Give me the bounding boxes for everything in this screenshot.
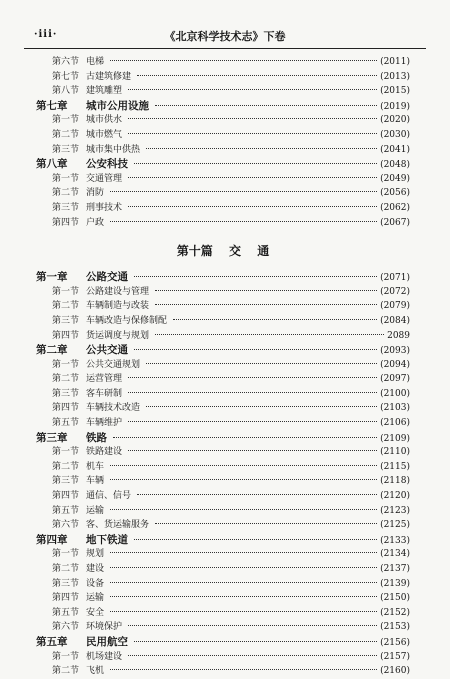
dot-leader bbox=[128, 450, 377, 451]
toc-entry-page: (2041) bbox=[380, 144, 410, 155]
toc-chapter-row bbox=[36, 635, 410, 650]
page-number: ·iii· bbox=[34, 29, 58, 40]
toc-chapter-row bbox=[36, 270, 410, 285]
toc-entry-title: 车辆 bbox=[86, 476, 105, 487]
toc-entry-label: 第三节 bbox=[52, 388, 80, 399]
dot-leader bbox=[128, 89, 377, 90]
toc-entry-label: 第二节 bbox=[52, 461, 80, 472]
toc-entry-label: 第四节 bbox=[52, 491, 80, 502]
toc-entry-page: (2030) bbox=[380, 129, 410, 140]
dot-leader bbox=[146, 148, 377, 149]
dot-leader bbox=[134, 641, 377, 642]
toc-section-row bbox=[36, 577, 410, 592]
toc-entry-page: 2089 bbox=[387, 330, 410, 341]
dot-leader bbox=[134, 163, 377, 164]
toc-section-row bbox=[36, 401, 410, 416]
toc-chapter-row bbox=[36, 343, 410, 358]
toc-entry-title: 城市公用设施 bbox=[86, 99, 149, 112]
toc-section-row bbox=[36, 620, 410, 635]
toc-entry-title: 地下铁道 bbox=[86, 533, 128, 546]
toc-chapter-row bbox=[36, 431, 410, 446]
dot-leader bbox=[110, 552, 377, 553]
book-title: 《北京科学技术志》下卷 bbox=[164, 30, 286, 43]
toc-entry-page: (2152) bbox=[380, 607, 410, 618]
toc-entry-page: (2106) bbox=[380, 418, 410, 429]
toc-entry-title: 客车研制 bbox=[86, 388, 123, 399]
dot-leader bbox=[113, 437, 377, 438]
dot-leader bbox=[110, 669, 377, 670]
part-title-char-2: 通 bbox=[257, 244, 270, 259]
toc-entry-page: (2084) bbox=[380, 315, 410, 326]
toc-entry-title: 铁路建设 bbox=[86, 447, 123, 458]
toc-entry-label: 第六节 bbox=[52, 622, 80, 633]
toc-entry-label: 第二章 bbox=[36, 344, 68, 357]
toc-chapter-row bbox=[36, 533, 410, 548]
toc-entry-page: (2134) bbox=[380, 549, 410, 560]
dot-leader bbox=[128, 421, 377, 422]
toc-section-row bbox=[36, 299, 410, 314]
toc-entry-title: 建设 bbox=[86, 564, 105, 574]
dot-leader bbox=[110, 509, 377, 510]
toc-entry-page: (2110) bbox=[380, 447, 410, 458]
toc-entry-label: 第五节 bbox=[52, 418, 80, 429]
dot-leader bbox=[110, 465, 377, 466]
dot-leader bbox=[110, 611, 377, 612]
toc-entry-title: 户政 bbox=[86, 217, 105, 228]
toc-entry-label: 第一章 bbox=[36, 271, 68, 284]
toc-entry-label: 第三节 bbox=[52, 315, 80, 326]
toc-entry-page: (2013) bbox=[380, 71, 410, 82]
toc-entry-title: 电梯 bbox=[86, 57, 105, 67]
toc-entry-label: 第五节 bbox=[52, 607, 80, 618]
toc-entry-label: 第七章 bbox=[36, 99, 68, 112]
toc-entry-label: 第一节 bbox=[52, 359, 80, 370]
dot-leader bbox=[134, 349, 377, 350]
toc-section-row bbox=[36, 445, 410, 460]
toc-entry-title: 客、货运输服务 bbox=[86, 520, 150, 531]
toc-entry-page: (2123) bbox=[380, 505, 410, 516]
toc-entry-page: (2072) bbox=[380, 286, 410, 297]
toc-entry-title: 规划 bbox=[86, 549, 105, 560]
toc-entry-title: 消防 bbox=[86, 188, 105, 199]
toc-section-row bbox=[36, 591, 410, 606]
toc-entry-label: 第四节 bbox=[52, 593, 80, 604]
toc-entry-label: 第二节 bbox=[52, 129, 80, 140]
toc-entry-label: 第五章 bbox=[36, 635, 68, 648]
dot-leader bbox=[110, 582, 377, 583]
toc-section-row bbox=[36, 372, 410, 387]
toc-section-row bbox=[36, 547, 410, 562]
toc-entry-page: (2118) bbox=[380, 476, 410, 487]
toc-section-row bbox=[36, 172, 410, 187]
toc-section-row bbox=[36, 664, 410, 679]
dot-leader bbox=[155, 334, 384, 335]
page-header bbox=[24, 28, 426, 44]
toc-section-row bbox=[36, 314, 410, 329]
dot-leader bbox=[137, 75, 377, 76]
dot-leader bbox=[134, 276, 377, 277]
dot-leader bbox=[128, 118, 377, 119]
dot-leader bbox=[110, 191, 377, 192]
toc-entry-page: (2067) bbox=[380, 217, 410, 228]
toc-entry-title: 环境保护 bbox=[86, 622, 123, 633]
dot-leader bbox=[110, 221, 377, 222]
toc-entry-label: 第四节 bbox=[52, 217, 80, 228]
toc-section-row bbox=[36, 387, 410, 402]
toc-entry-label: 第八节 bbox=[52, 86, 80, 97]
toc-section-row bbox=[36, 329, 410, 344]
toc-entry-label: 第二节 bbox=[52, 666, 80, 677]
toc-entry-title: 运输 bbox=[86, 505, 105, 516]
dot-leader bbox=[155, 523, 377, 524]
toc-entry-title: 城市燃气 bbox=[86, 129, 123, 140]
dot-leader bbox=[110, 596, 377, 597]
dot-leader bbox=[128, 377, 377, 378]
dot-leader bbox=[128, 392, 377, 393]
toc-entry-label: 第一节 bbox=[52, 651, 80, 662]
toc-section-row bbox=[36, 84, 410, 99]
part-label: 第十篇 bbox=[176, 244, 213, 259]
toc-entry-title: 车辆制造与改装 bbox=[86, 301, 150, 312]
toc-entry-title: 公安科技 bbox=[86, 158, 128, 171]
toc-entry-title: 铁路 bbox=[86, 431, 107, 444]
toc-entry-title: 车辆改造与保修制配 bbox=[86, 315, 168, 326]
toc-entry-label: 第三节 bbox=[52, 476, 80, 487]
toc-entry-label: 第八章 bbox=[36, 158, 68, 171]
toc-section-row bbox=[36, 55, 410, 70]
toc-section-row bbox=[36, 489, 410, 504]
toc-entry-page: (2011) bbox=[380, 57, 410, 67]
toc-entry-page: (2079) bbox=[380, 301, 410, 312]
toc-chapter-row bbox=[36, 99, 410, 114]
toc-entry-label: 第四节 bbox=[52, 330, 80, 341]
dot-leader bbox=[128, 177, 377, 178]
toc-entry-page: (2160) bbox=[380, 666, 410, 677]
dot-leader bbox=[146, 363, 377, 364]
toc-entry-page: (2103) bbox=[380, 403, 410, 414]
toc-section-row bbox=[36, 474, 410, 489]
toc-entry-title: 公共交通规划 bbox=[86, 359, 141, 370]
toc-entry-title: 民用航空 bbox=[86, 635, 128, 648]
toc-entry-label: 第二节 bbox=[52, 564, 80, 574]
toc-entry-page: (2125) bbox=[380, 520, 410, 531]
toc-entry-page: (2133) bbox=[380, 535, 410, 546]
toc-section-row bbox=[36, 113, 410, 128]
dot-leader bbox=[137, 494, 377, 495]
toc-entry-label: 第三章 bbox=[36, 431, 68, 444]
toc-entry-title: 运输 bbox=[86, 593, 105, 604]
toc-entry-title: 通信、信号 bbox=[86, 491, 132, 502]
toc-entry-title: 城市集中供热 bbox=[86, 144, 141, 155]
toc-entry-page: (2137) bbox=[380, 564, 410, 574]
toc-entry-title: 公路建设与管理 bbox=[86, 286, 150, 297]
toc-entry-page: (2115) bbox=[380, 461, 410, 472]
dot-leader bbox=[155, 290, 377, 291]
toc-entry-title: 城市供水 bbox=[86, 115, 123, 126]
toc-entry-label: 第三节 bbox=[52, 144, 80, 155]
toc-section-row bbox=[36, 562, 410, 577]
dot-leader bbox=[128, 133, 377, 134]
toc-section-row bbox=[36, 128, 410, 143]
dot-leader bbox=[110, 567, 377, 568]
toc-entry-page: (2097) bbox=[380, 374, 410, 385]
toc-section-row bbox=[36, 518, 410, 533]
toc-section-row bbox=[36, 504, 410, 519]
toc-entry-page: (2120) bbox=[380, 491, 410, 502]
toc-entry-title: 古建筑修建 bbox=[86, 71, 132, 82]
dot-leader bbox=[128, 206, 377, 207]
toc-entry-page: (2156) bbox=[380, 637, 410, 648]
toc-entry-label: 第一节 bbox=[52, 447, 80, 458]
toc-entry-label: 第一节 bbox=[52, 286, 80, 297]
toc-entry-title: 公共交通 bbox=[86, 344, 128, 357]
toc-entry-page: (2157) bbox=[380, 651, 410, 662]
toc-entry-page: (2019) bbox=[380, 101, 410, 112]
toc-section-row bbox=[36, 460, 410, 475]
toc-entry-title: 车辆维护 bbox=[86, 418, 123, 429]
toc-entry-title: 运营管理 bbox=[86, 374, 123, 385]
toc-section-row bbox=[36, 358, 410, 373]
dot-leader bbox=[155, 304, 377, 305]
toc-section-row bbox=[36, 216, 410, 231]
toc-entry-page: (2109) bbox=[380, 433, 410, 444]
toc-entry-title: 车辆技术改造 bbox=[86, 403, 141, 414]
toc-group-continued bbox=[36, 55, 410, 230]
toc-entry-label: 第四章 bbox=[36, 533, 68, 546]
part-heading bbox=[36, 238, 410, 264]
dot-leader bbox=[146, 406, 377, 407]
toc-entry-label: 第二节 bbox=[52, 374, 80, 385]
toc-section-row bbox=[36, 416, 410, 431]
toc-entry-title: 机车 bbox=[86, 461, 105, 472]
dot-leader bbox=[155, 105, 377, 106]
toc-entry-label: 第二节 bbox=[52, 301, 80, 312]
toc-entry-title: 设备 bbox=[86, 578, 105, 589]
toc-entry-title: 货运调度与规划 bbox=[86, 330, 150, 341]
dot-leader bbox=[128, 625, 377, 626]
toc-entry-page: (2056) bbox=[380, 188, 410, 199]
toc-entry-title: 交通管理 bbox=[86, 173, 123, 184]
toc-entry-title: 安全 bbox=[86, 607, 105, 618]
toc-chapter-row bbox=[36, 157, 410, 172]
toc-entry-label: 第四节 bbox=[52, 403, 80, 414]
toc-section-row bbox=[36, 70, 410, 85]
toc-entry-label: 第一节 bbox=[52, 173, 80, 184]
toc-section-row bbox=[36, 186, 410, 201]
toc-entry-page: (2049) bbox=[380, 173, 410, 184]
dot-leader bbox=[110, 479, 377, 480]
dot-leader bbox=[173, 319, 377, 320]
toc-entry-label: 第三节 bbox=[52, 202, 80, 213]
toc-section-row bbox=[36, 285, 410, 300]
toc-entry-page: (2062) bbox=[380, 202, 410, 213]
toc-section-row bbox=[36, 143, 410, 158]
toc-entry-title: 飞机 bbox=[86, 666, 105, 677]
toc-entry-page: (2094) bbox=[380, 359, 410, 370]
table-of-contents bbox=[36, 55, 410, 679]
toc-entry-page: (2139) bbox=[380, 578, 410, 589]
toc-entry-label: 第六节 bbox=[52, 520, 80, 531]
toc-entry-label: 第三节 bbox=[52, 578, 80, 589]
toc-entry-page: (2020) bbox=[380, 115, 410, 126]
toc-entry-page: (2071) bbox=[380, 273, 410, 284]
toc-entry-page: (2093) bbox=[380, 346, 410, 357]
toc-entry-title: 建筑雕塑 bbox=[86, 86, 123, 97]
toc-entry-page: (2150) bbox=[380, 593, 410, 604]
toc-entry-label: 第五节 bbox=[52, 505, 80, 516]
toc-entry-label: 第一节 bbox=[52, 549, 80, 560]
dot-leader bbox=[110, 60, 377, 61]
dot-leader bbox=[128, 655, 377, 656]
toc-entry-label: 第七节 bbox=[52, 71, 80, 82]
toc-entry-page: (2015) bbox=[380, 86, 410, 97]
toc-section-row bbox=[36, 606, 410, 621]
header-rule bbox=[24, 48, 426, 49]
toc-entry-label: 第六节 bbox=[52, 57, 80, 67]
toc-entry-title: 刑事技术 bbox=[86, 202, 123, 213]
toc-group-transport bbox=[36, 270, 410, 679]
toc-entry-label: 第二节 bbox=[52, 188, 80, 199]
toc-entry-title: 公路交通 bbox=[86, 271, 128, 284]
toc-entry-page: (2153) bbox=[380, 622, 410, 633]
toc-section-row bbox=[36, 201, 410, 216]
part-title-char-1: 交 bbox=[228, 244, 241, 259]
toc-entry-page: (2048) bbox=[380, 160, 410, 171]
dot-leader bbox=[134, 539, 377, 540]
toc-entry-title: 机场建设 bbox=[86, 651, 123, 662]
toc-entry-page: (2100) bbox=[380, 388, 410, 399]
toc-entry-label: 第一节 bbox=[52, 115, 80, 126]
